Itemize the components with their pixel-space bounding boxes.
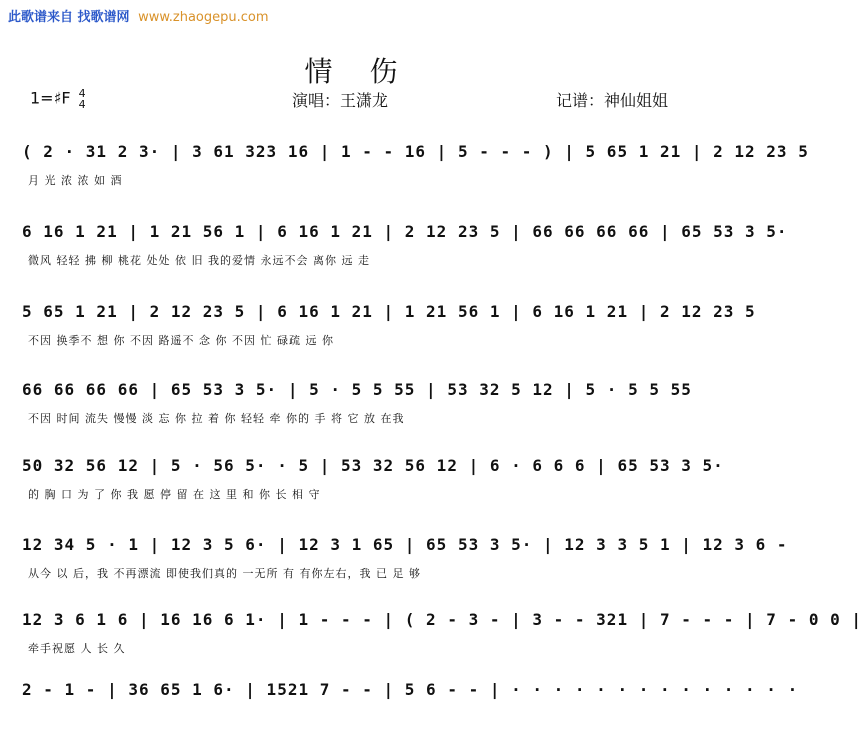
notation-line: ( 2 · 31 2 3· | 3 61 323 16 | 1 - - 16 | 5 - - - ) | 5 65 1 21 | 2 12 23 5: [22, 142, 809, 161]
key-signature: [30, 88, 86, 110]
score-row: [22, 535, 788, 589]
score-row: [22, 380, 700, 434]
time-top: 4: [78, 87, 86, 100]
singer: 演唱：王潇龙: [292, 91, 389, 110]
score-row: [22, 610, 862, 664]
notation-line: 5 65 1 21 | 2 12 23 5 | 6 16 1 21 | 1 21 56 1 | 6 16 1 21 | 2 12 23 5: [22, 302, 756, 321]
score-row: [22, 142, 809, 196]
key-label: 1=♯F: [30, 88, 71, 108]
site-name: 此歌谱来自 找歌谱网: [8, 10, 130, 25]
lyrics-line: 不因 时间 流失 慢慢 淡 忘 你 拉 着 你 轻轻 牵 你的 手 将 它 放 在我: [28, 412, 405, 425]
score-row: [22, 222, 788, 276]
notation-line: 50 32 56 12 | 5 · 56 5· · 5 | 53 32 56 12 | 6 · 6 6 6 | 65 53 3 5·: [22, 456, 724, 475]
time-signature: [79, 88, 86, 110]
lyrics-line: 月 光 浓 浓 如 酒: [28, 174, 123, 187]
site-header: [8, 6, 269, 25]
arranger: 记谱：神仙姐姐: [556, 91, 669, 110]
site-url[interactable]: www.zhaogepu.com: [138, 10, 269, 25]
time-bottom: 4: [78, 98, 86, 111]
notation-line: 2 - 1 - | 36 65 1 6· | 1521 7 - - | 5 6 - - | · · · · · · · · · · · · · ·: [22, 680, 799, 699]
score-row: [22, 302, 756, 356]
lyrics-line: 牵手祝愿 人 长 久: [28, 642, 126, 655]
notation-line: 6 16 1 21 | 1 21 56 1 | 6 16 1 21 | 2 12 23 5 | 66 66 66 66 | 65 53 3 5·: [22, 222, 788, 241]
lyrics-line: 不因 换季不 想 你 不因 路遥不 念 你 不因 忙 碌疏 远 你: [28, 334, 334, 347]
notation-line: 12 3 6 1 6 | 16 16 6 1· | 1 - - - | ( 2 - 3 - | 3 - - 321 | 7 - - - | 7 - 0 0 |: [22, 610, 862, 629]
score-row: [22, 456, 724, 510]
score-row: [22, 680, 799, 734]
notation-line: 12 34 5 · 1 | 12 3 5 6· | 12 3 1 65 | 65 53 3 5· | 12 3 3 5 1 | 12 3 6 -: [22, 535, 788, 554]
lyrics-line: 微风 轻轻 拂 柳 桃花 处处 依 旧 我的爱情 永远不会 离你 远 走: [28, 254, 370, 267]
song-title: 情 伤: [304, 55, 412, 88]
lyrics-line: 从今 以 后，我 不再漂流 即使我们真的 一无所 有 有你左右，我 已 足 够: [28, 567, 421, 580]
lyrics-line: 的 胸 口 为 了 你 我 愿 停 留 在 这 里 和 你 长 相 守: [28, 488, 321, 501]
notation-line: 66 66 66 66 | 65 53 3 5· | 5 · 5 5 55 | 53 32 5 12 | 5 · 5 5 55: [22, 380, 692, 399]
